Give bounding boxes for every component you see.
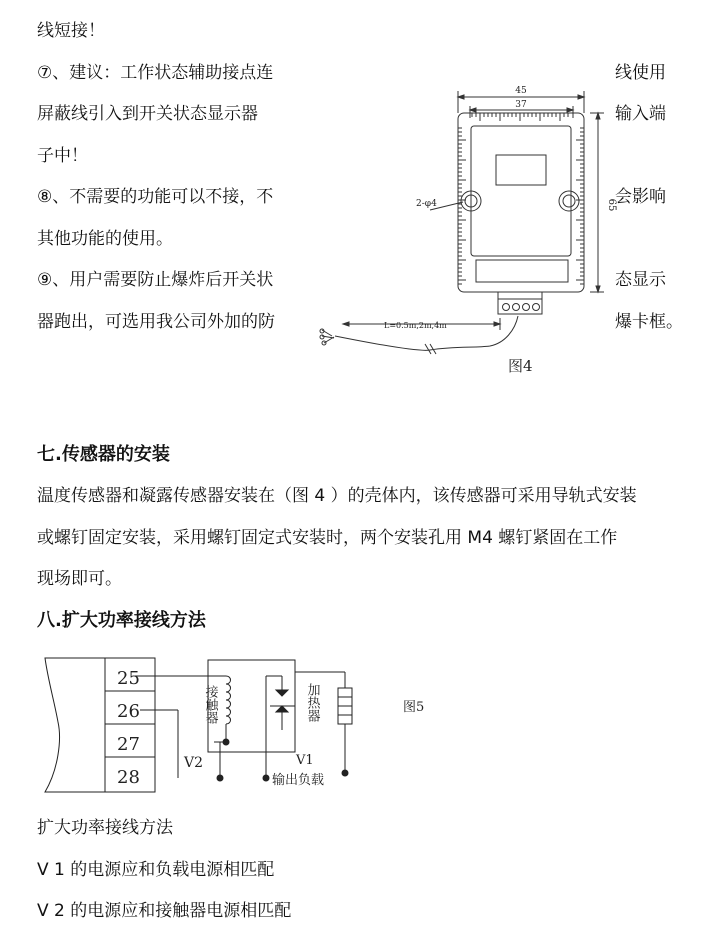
item7-text: ⑦、建议：工作状态辅助接点连 bbox=[37, 63, 274, 83]
item8-text-right: 会影响 bbox=[615, 187, 666, 207]
item7-text-cont-right: 输入端 bbox=[615, 104, 666, 124]
item8-text: ⑧、不需要的功能可以不接，不 bbox=[37, 187, 274, 207]
item7-text-end: 子中！ bbox=[37, 146, 88, 166]
section7-paragraph-line2: 或螺钉固定安装，采用螺钉固定式安装时，两个安装孔用 M4 螺钉紧固在工作 bbox=[37, 528, 618, 548]
item9-text: ⑨、用户需要防止爆炸后开关状 bbox=[37, 270, 274, 290]
intro-line: 线短接！ bbox=[37, 21, 105, 41]
item9-text-cont: 器跑出，可选用我公司外加的防 bbox=[37, 312, 275, 332]
item7-text-cont: 屏蔽线引入到开关状态显示器 bbox=[37, 104, 258, 124]
dim-65-label: 65 bbox=[606, 198, 617, 212]
item8-text-cont: 其他功能的使用。 bbox=[37, 229, 173, 249]
figure4-caption: 图4 bbox=[508, 357, 533, 375]
terminal-27: 27 bbox=[117, 734, 140, 755]
section7-heading: 七.传感器的安装 bbox=[37, 444, 170, 465]
heater-label: 加热器 bbox=[304, 683, 320, 722]
terminal-25: 25 bbox=[117, 668, 140, 689]
v2-label: V2 bbox=[184, 755, 204, 771]
terminal-26: 26 bbox=[117, 701, 140, 722]
section7-paragraph-line1: 温度传感器和凝露传感器安装在（图 4 ）的壳体内，该传感器可采用导轨式安装 bbox=[37, 486, 637, 506]
v1-label: V1 bbox=[296, 753, 314, 768]
terminal-28: 28 bbox=[117, 767, 140, 788]
contactor-label: 接触器 bbox=[202, 685, 218, 724]
figure5-caption: 图5 bbox=[403, 700, 425, 715]
output-load-label: 输出负载 bbox=[272, 773, 325, 788]
section7-paragraph-line3: 现场即可。 bbox=[37, 569, 122, 589]
bottom-line2: V 1 的电源应和负载电源相匹配 bbox=[37, 860, 275, 880]
dim-45-label: 45 bbox=[515, 86, 527, 96]
cable-length-label: L=0.5m,2m,4m bbox=[384, 321, 447, 330]
item7-text-right: 线使用 bbox=[615, 63, 666, 83]
dim-37-label: 37 bbox=[515, 100, 527, 110]
hole-diameter-label: 2-φ4 bbox=[416, 199, 437, 209]
bottom-line1: 扩大功率接线方法 bbox=[37, 818, 173, 838]
item9-text-right: 态显示 bbox=[615, 270, 666, 290]
section8-heading: 八.扩大功率接线方法 bbox=[37, 610, 206, 631]
bottom-line3: V 2 的电源应和接触器电源相匹配 bbox=[37, 901, 292, 921]
item9-text-cont-right: 爆卡框。 bbox=[615, 312, 683, 332]
